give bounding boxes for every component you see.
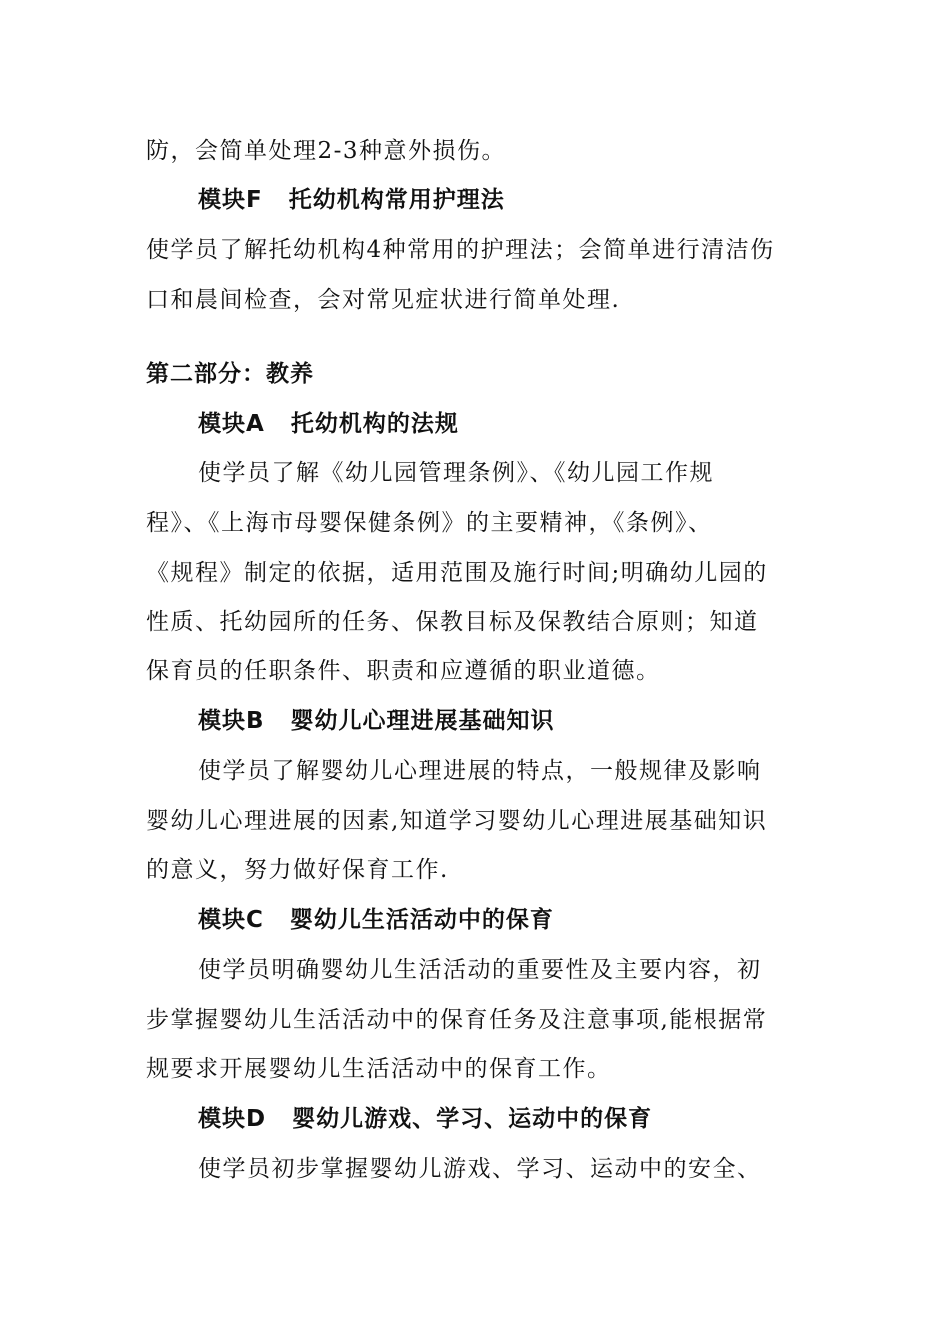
module-a-title: 托幼机构的法规	[290, 411, 459, 437]
module-a-heading	[198, 409, 459, 439]
module-c-heading	[198, 905, 554, 935]
body-line-6: 《规程》制定的依据，适用范围及施行时间;明确幼儿园的	[146, 560, 768, 586]
body-line-2: 使学员了解托幼机构4种常用的护理法；会简单进行清洁伤	[146, 237, 775, 263]
body-line-10: 婴幼儿心理进展的因素,知道学习婴幼儿心理进展基础知识	[146, 808, 768, 834]
module-d-title: 婴幼儿游戏、学习、运动中的保育	[292, 1106, 653, 1132]
module-c-title: 婴幼儿生活活动中的保育	[289, 907, 554, 933]
body-line-9: 使学员了解婴幼儿心理进展的特点，一般规律及影响	[198, 758, 762, 784]
body-line-12: 使学员明确婴幼儿生活活动的重要性及主要内容，初	[198, 957, 762, 983]
module-c-label: 模块C	[198, 907, 264, 933]
body-line-5: 程》、《上海市母婴保健条例》的主要精神，《条例》、	[146, 510, 713, 536]
module-b-title: 婴幼儿心理进展基础知识	[290, 708, 555, 734]
module-f-heading	[198, 185, 505, 215]
module-d-heading	[198, 1104, 652, 1134]
section-2-heading: 第二部分：教养	[146, 361, 314, 387]
body-line-14: 规要求开展婴幼儿生活活动中的保育工作。	[146, 1056, 612, 1082]
module-f-label: 模块F	[198, 187, 263, 213]
body-line-8: 保育员的任职条件、职责和应遵循的职业道德。	[146, 658, 661, 684]
module-f-title: 托幼机构常用护理法	[288, 187, 505, 213]
module-b-label: 模块B	[198, 708, 265, 734]
body-line-11: 的意义，努力做好保育工作.	[146, 857, 449, 883]
body-line-3: 口和晨间检查，会对常见症状进行简单处理.	[146, 287, 621, 313]
body-line-15: 使学员初步掌握婴幼儿游戏、学习、运动中的安全、	[198, 1156, 762, 1182]
body-line-7: 性质、托幼园所的任务、保教目标及保教结合原则；知道	[146, 609, 759, 635]
module-a-label: 模块A	[198, 411, 265, 437]
module-b-heading	[198, 706, 555, 736]
body-line-4: 使学员了解《幼儿园管理条例》、《幼儿园工作规	[198, 460, 714, 486]
body-line-13: 步掌握婴幼儿生活活动中的保育任务及注意事项,能根据常	[146, 1007, 768, 1033]
module-d-label: 模块D	[198, 1106, 267, 1132]
body-line-1: 防，会简单处理2-3种意外损伤。	[146, 138, 507, 164]
